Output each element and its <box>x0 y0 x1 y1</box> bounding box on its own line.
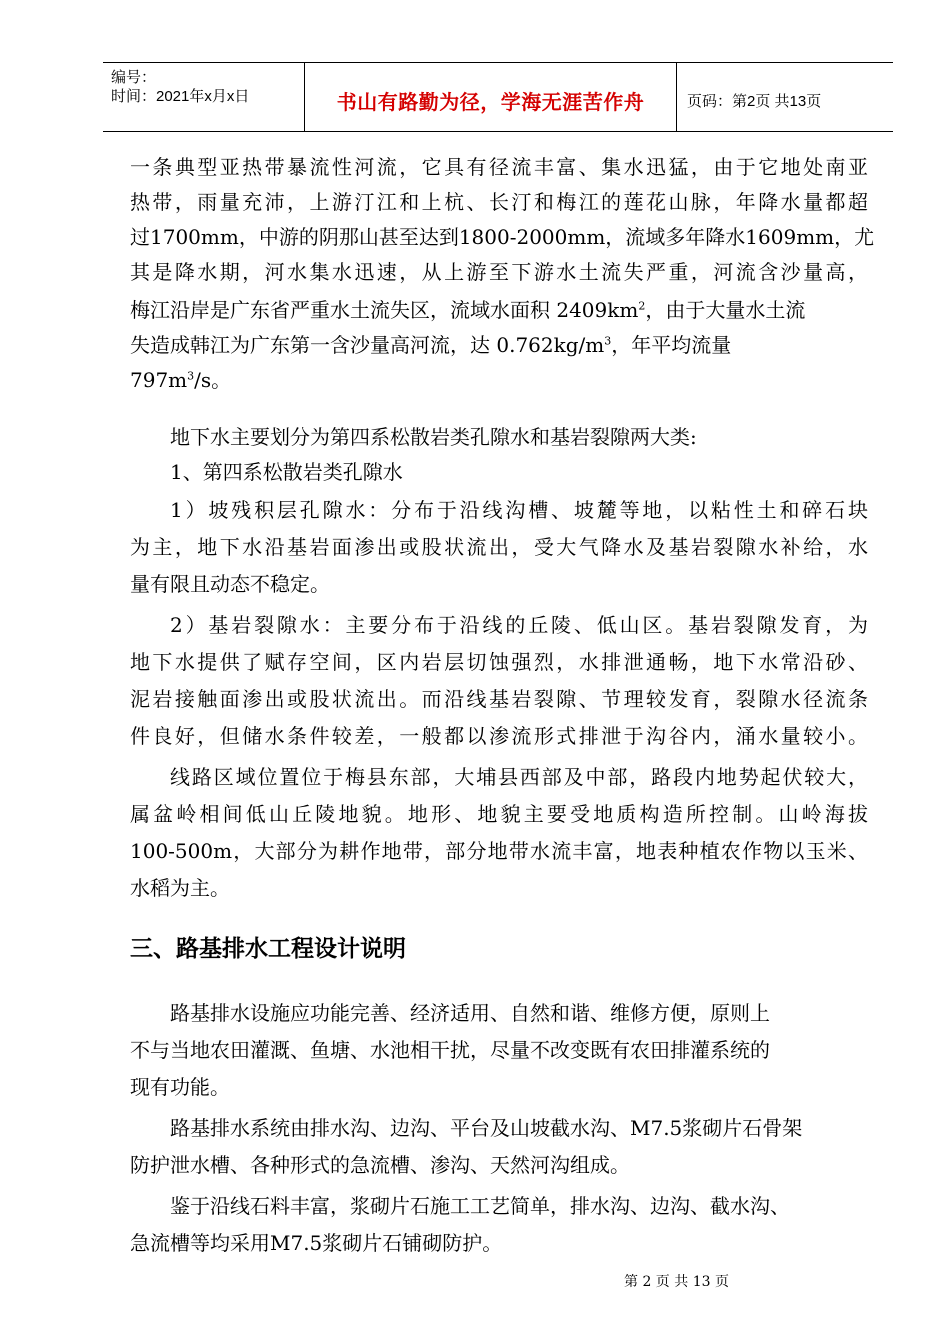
body-line: 泥岩接触面渗出或股状流出。而沿线基岩裂隙、节理较发育，裂隙水径流条 <box>130 687 868 711</box>
body-line: 地下水提供了赋存空间，区内岩层切蚀强烈，水排泄通畅，地下水常沿砂、 <box>130 650 868 674</box>
document-time-label: 时间：2021年x月x日 <box>111 88 250 105</box>
header-page-cell <box>677 63 893 131</box>
body-line <box>130 297 868 323</box>
body-line: 一条典型亚热带暴流性河流，它具有径流丰富、集水迅猛，由于它地处南亚 <box>130 155 868 179</box>
body-text: 梅江沿岸是广东省严重水土流失区，流域水面积 2409km <box>130 298 639 322</box>
body-line: 过1700mm，中游的阴那山甚至达到1800-2000mm，流域多年降水1609mm，尤 <box>130 225 875 249</box>
page-header <box>103 62 893 132</box>
body-line: 1、第四系松散岩类孔隙水 <box>170 460 403 484</box>
body-line: 现有功能。 <box>130 1075 230 1099</box>
header-motto: 书山有路勤为径，学海无涯苦作舟 <box>336 90 645 114</box>
body-line: 属盆岭相间低山丘陵地貌。地形、地貌主要受地质构造所控制。山岭海拔 <box>130 802 868 826</box>
body-line: 不与当地农田灌溉、鱼塘、水池相干扰，尽量不改变既有农田排灌系统的 <box>130 1038 770 1062</box>
body-line: 路基排水设施应功能完善、经济适用、自然和谐、维修方便，原则上 <box>170 1001 770 1025</box>
header-info-cell <box>103 63 305 131</box>
body-line: 急流槽等均采用M7.5浆砌片石铺砌防护。 <box>130 1231 503 1255</box>
body-line: 防护泄水槽、各种形式的急流槽、渗沟、天然河沟组成。 <box>130 1153 630 1177</box>
page-footer: 第 2 页 共 13 页 <box>624 1274 729 1290</box>
body-line: 鉴于沿线石料丰富，浆砌片石施工工艺简单，排水沟、边沟、截水沟、 <box>170 1194 790 1218</box>
body-line <box>130 367 868 393</box>
document-number-label: 编号： <box>111 69 157 86</box>
body-line: 量有限且动态不稳定。 <box>130 572 330 596</box>
body-line: 100-500m，大部分为耕作地带，部分地带水流丰富，地表种植农作物以玉米、 <box>130 839 868 863</box>
body-line: 为主，地下水沿基岩面渗出或股状流出，受大气降水及基岩裂隙水补给，水 <box>130 535 868 559</box>
body-line: 其是降水期，河水集水迅速，从上游至下游水土流失严重，河流含沙量高， <box>130 260 868 284</box>
body-line: 2）基岩裂隙水：主要分布于沿线的丘陵、低山区。基岩裂隙发育，为 <box>170 613 868 637</box>
body-text: /s。 <box>194 368 232 392</box>
body-text: 797m <box>130 368 188 392</box>
body-text: ，年平均流量 <box>611 333 732 357</box>
body-text: ，由于大量水土流 <box>645 298 806 322</box>
body-text: 失造成韩江为广东第一含沙量高河流，达 0.762kg/m <box>130 333 605 357</box>
body-line: 水稻为主。 <box>130 876 230 900</box>
superscript: 3 <box>604 334 612 348</box>
body-line: 1）坡残积层孔隙水：分布于沿线沟槽、坡麓等地，以粘性土和碎石块 <box>170 498 868 522</box>
section-heading: 三、路基排水工程设计说明 <box>130 936 406 962</box>
body-line: 线路区域位置位于梅县东部，大埔县西部及中部，路段内地势起伏较大， <box>170 765 868 789</box>
body-line: 路基排水系统由排水沟、边沟、平台及山坡截水沟、M7.5浆砌片石骨架 <box>170 1116 803 1140</box>
superscript: 2 <box>638 299 646 313</box>
body-line: 热带，雨量充沛，上游汀江和上杭、长汀和梅江的莲花山脉，年降水量都超 <box>130 190 868 214</box>
header-motto-cell <box>305 63 677 131</box>
body-line: 地下水主要划分为第四系松散岩类孔隙水和基岩裂隙两大类: <box>170 425 697 449</box>
body-line: 件良好，但储水条件较差，一般都以渗流形式排泄于沟谷内，涌水量较小。 <box>130 724 868 748</box>
header-page-code: 页码：第2页 共13页 <box>687 93 822 110</box>
body-line <box>130 332 868 358</box>
superscript: 3 <box>187 369 195 383</box>
